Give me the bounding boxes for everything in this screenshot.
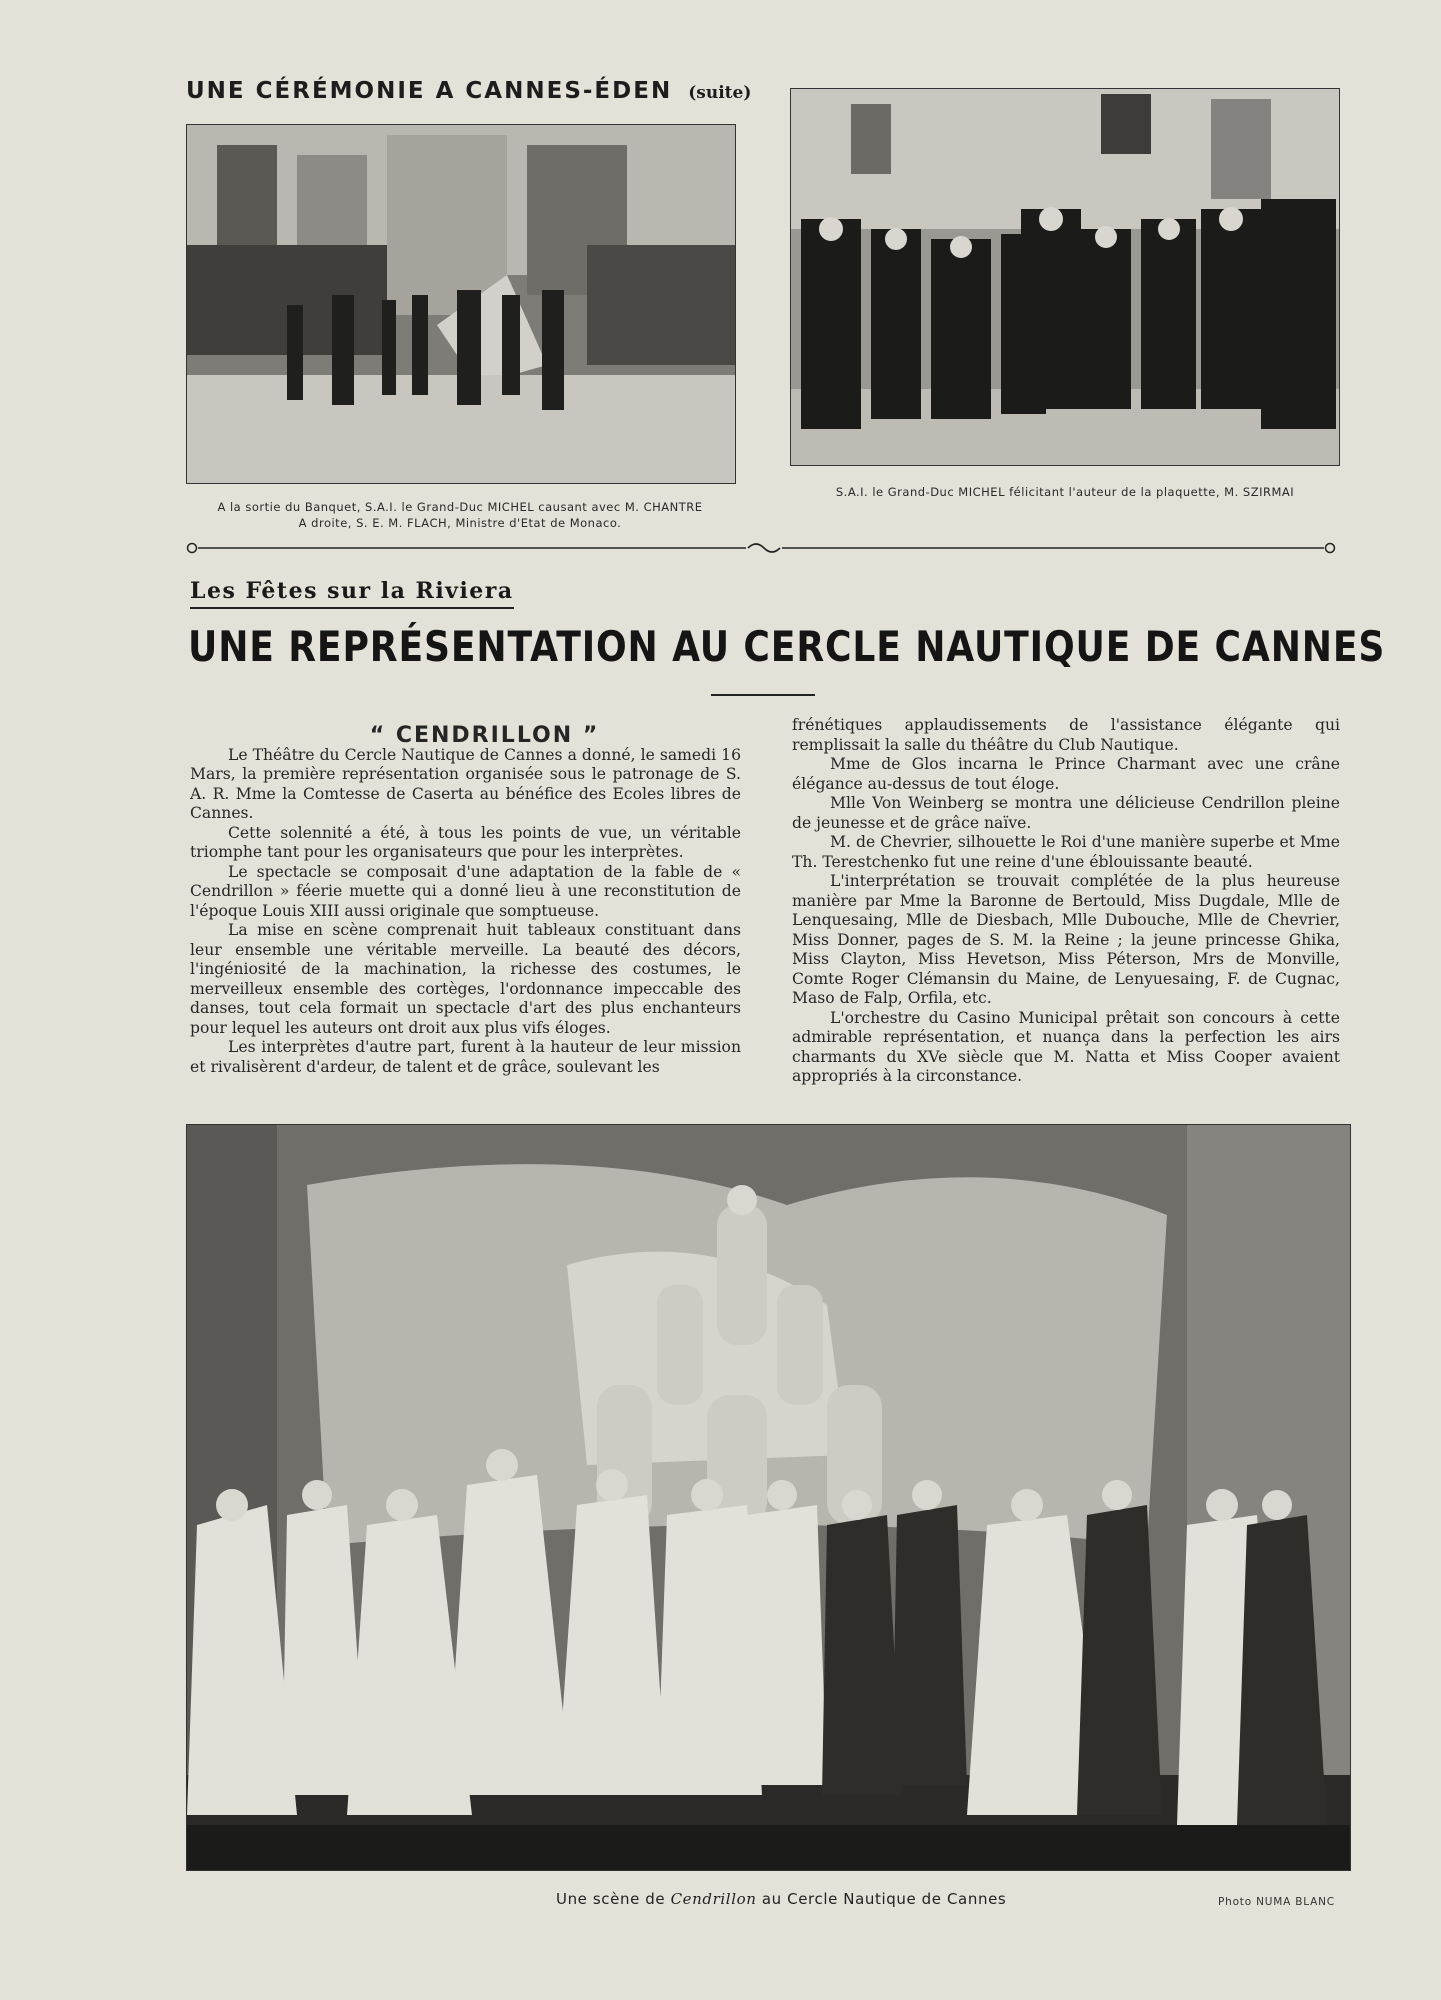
photo-grand-duke-congratulating <box>790 88 1340 466</box>
article-paragraph: M. de Chevrier, silhouette le Roi d'une manière superbe et Mme Th. Terestchenko fut une reine d'une éblouissante beauté. <box>792 833 1340 871</box>
section-title <box>186 78 751 104</box>
main-photo-caption-suffix: au Cercle Nautique de Cannes <box>761 1890 1007 1908</box>
photo-cendrillon-stage <box>186 1124 1351 1871</box>
article-paragraph: Mme de Glos incarna le Prince Charmant avec une crâne élégance au-dessus de tout éloge. <box>792 755 1340 793</box>
photo-credit: Photo NUMA BLANC <box>1218 1896 1335 1908</box>
article-paragraph: L'interprétation se trouvait complétée de la plus heureuse manière par Mme la Baronne de Bertould, Miss Dugdale, Mlle de Lenquesaing, Mlle de Diesbach, Mlle Dubouche, Mlle de Chevrier, Miss Donner, pages de S. M. la Reine ; la jeune princesse Ghika, Miss Clayton, Miss Hevetson, Miss Péterson, Mrs de Monville, Comte Roger Clémansin du Maine, de Lenyuesaing, F. de Cugnac, Maso de Falp, Orfila, etc. <box>792 872 1340 1007</box>
article-paragraph: frénétiques applaudissements de l'assistance élégante qui remplissait la salle du théâtre du Club Nautique. <box>792 716 1340 754</box>
article-paragraph: Cette solennité a été, à tous les points de vue, un véritable triomphe tant pour les organisateurs que pour les interprètes. <box>190 823 741 861</box>
photo-caption-left <box>190 499 730 531</box>
section-title-text: UNE CÉRÉMONIE A CANNES-ÉDEN <box>186 78 673 104</box>
section-title-suffix: (suite) <box>688 83 752 103</box>
article-column-right <box>792 716 1340 1087</box>
headline-rule <box>711 694 815 696</box>
photo-banquet-exit <box>186 124 736 484</box>
ornamental-divider <box>186 541 1336 555</box>
article-paragraph: L'orchestre du Casino Municipal prêtait son concours à cette admirable représentation, et nuança dans la perfection les airs charmants du XVe siècle que M. Natta et Miss Cooper avaient appropriés à la circonstance. <box>792 1008 1340 1085</box>
article-subtitle: “ CENDRILLON ” <box>369 723 600 748</box>
article-paragraph: La mise en scène comprenait huit tableaux constituant dans leur ensemble une véritable merveille. La beauté des décors, l'ingéniosité de la machination, la richesse des costumes, le merveilleux ensemble des cortèges, l'ordonnance impeccable des danses, tout cela formait un spectacle d'art des plus enchanteurs pour lequel les auteurs ont droit aux plus vifs éloges. <box>190 921 741 1037</box>
main-photo-caption-prefix: Une scène de <box>556 1890 666 1908</box>
article-paragraph: Mlle Von Weinberg se montra une délicieuse Cendrillon pleine de jeunesse et de grâce naïve. <box>792 794 1340 832</box>
photo-caption-right: S.A.I. le Grand-Duc MICHEL félicitant l'auteur de la plaquette, M. SZIRMAI <box>835 485 1295 499</box>
article-paragraph: Le spectacle se composait d'une adaptation de la fable de « Cendrillon » féerie muette qui a donné lieu à une reconstitution de l'époque Louis XIII aussi originale que somptueuse. <box>190 862 741 920</box>
main-photo-caption <box>556 1890 1006 1908</box>
article-column-left <box>190 723 741 1077</box>
article-paragraph: Le Théâtre du Cercle Nautique de Cannes a donné, le samedi 16 Mars, la première représentation organisée sous le patronage de S. A. R. Mme la Comtesse de Caserta au bénéfice des Ecoles libres de Cannes. <box>190 745 741 822</box>
photo-caption-left-line2: A droite, S. E. M. FLACH, Ministre d'Etat de Monaco. <box>298 516 622 530</box>
main-photo-caption-title: Cendrillon <box>670 1890 757 1908</box>
photo-caption-left-line1: A la sortie du Banquet, S.A.I. le Grand-Duc MICHEL causant avec M. CHANTRE <box>217 500 703 514</box>
article-headline: UNE REPRÉSENTATION AU CERCLE NAUTIQUE DE CANNES <box>188 622 1386 671</box>
article-kicker: Les Fêtes sur la Riviera <box>190 578 514 609</box>
article-paragraph: Les interprètes d'autre part, furent à la hauteur de leur mission et rivalisèrent d'ardeur, de talent et de grâce, soulevant les <box>190 1038 741 1076</box>
